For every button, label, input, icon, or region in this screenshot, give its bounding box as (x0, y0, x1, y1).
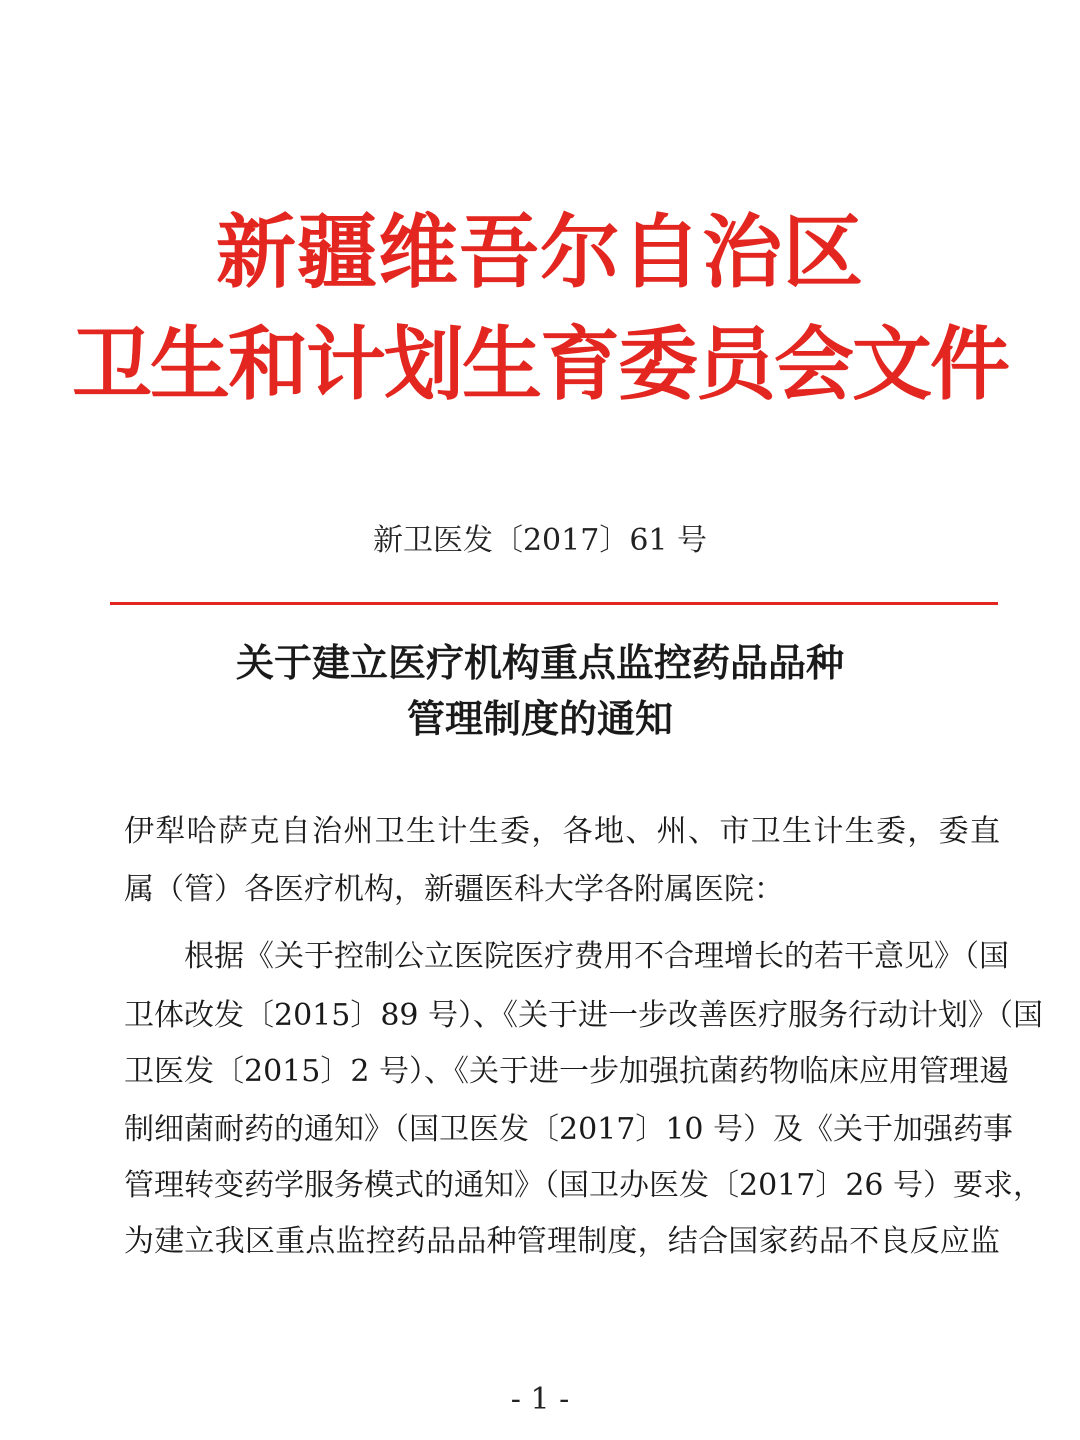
paragraph-line-4: 制细菌耐药的通知》（国卫医发〔2017〕10 号）及《关于加强药事 (124, 1112, 1014, 1147)
recipients-line-2: 属（管）各医疗机构，新疆医科大学各附属医院： (124, 872, 784, 907)
document-number: 新卫医发〔2017〕61 号 (372, 523, 708, 558)
paragraph-line-6: 为建立我区重点监控药品品种管理制度，结合国家药品不良反应监 (124, 1224, 1000, 1259)
issuing-org-line-2: 卫生和计划生育委员会文件 (72, 318, 1008, 411)
notice-title-line-2: 管理制度的通知 (406, 697, 673, 741)
red-divider-rule (110, 602, 998, 605)
page-number: - 1 - (510, 1382, 570, 1417)
paragraph-line-3: 卫医发〔2015〕2 号）、《关于进一步加强抗菌药物临床应用管理遏 (124, 1054, 1009, 1089)
recipients-line-1: 伊犁哈萨克自治州卫生计生委，各地、州、市卫生计生委，委直 (124, 814, 1000, 849)
paragraph-line-1: 根据《关于控制公立医院医疗费用不合理增长的若干意见》（国 (184, 939, 1009, 974)
paragraph-line-2: 卫体改发〔2015〕89 号）、《关于进一步改善医疗服务行动计划》（国 (124, 998, 1044, 1033)
notice-title-line-1: 关于建立医疗机构重点监控药品品种 (235, 641, 844, 685)
paragraph-line-5: 管理转变药学服务模式的通知》（国卫办医发〔2017〕26 号）要求， (124, 1168, 1044, 1203)
issuing-org-line-1: 新疆维吾尔自治区 (216, 206, 864, 299)
